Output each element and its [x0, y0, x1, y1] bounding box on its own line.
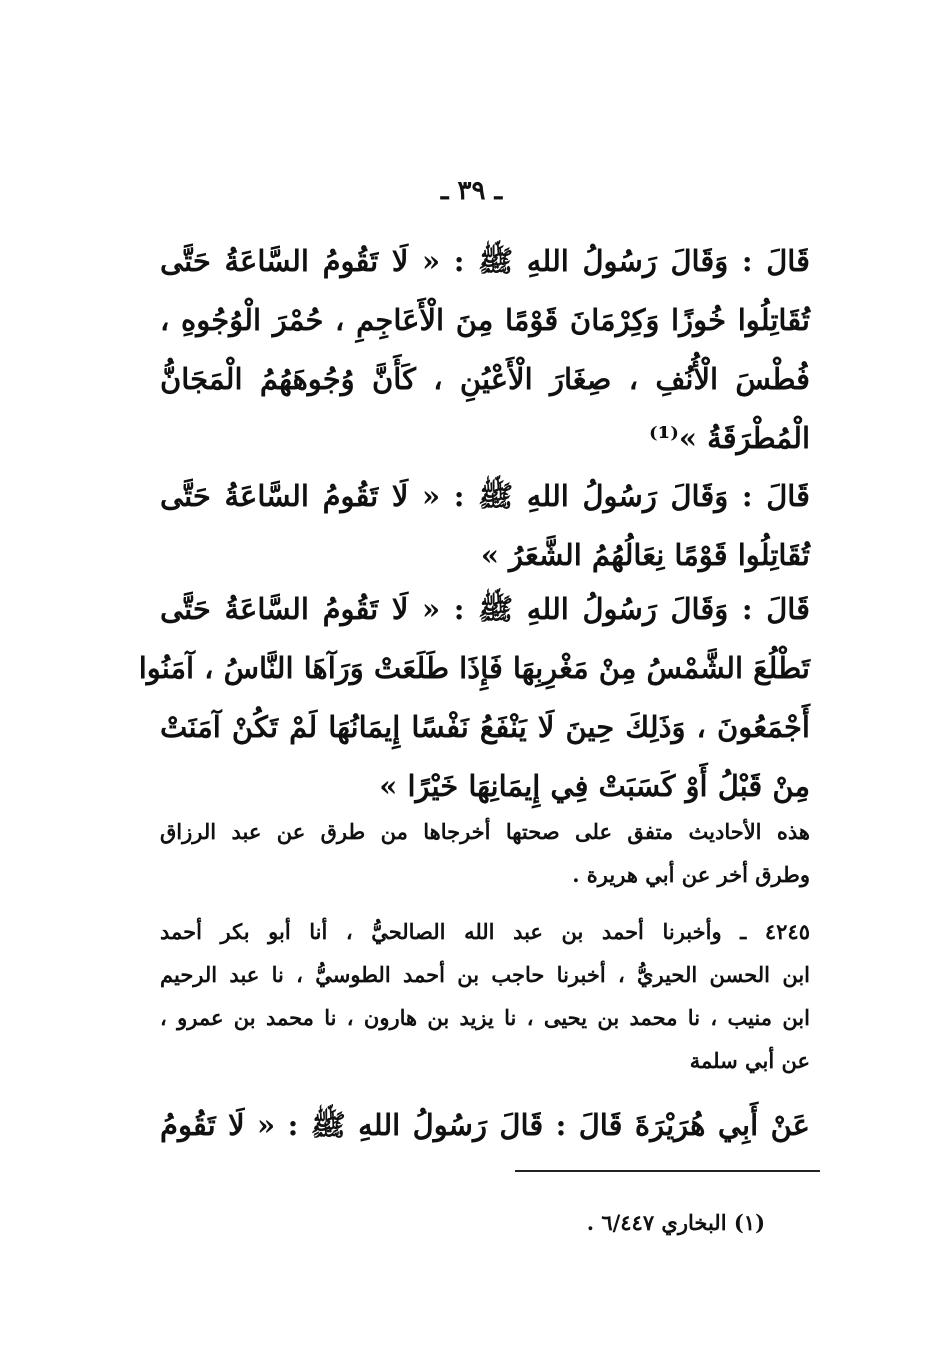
page-number: ـ ٣٩ ـ — [440, 176, 503, 206]
text-line: قَالَ : وَقَالَ رَسُولُ اللهِ ﷺ : « لَا تَقُومُ السَّاعَةُ حَتَّى — [160, 479, 810, 513]
commentary-paragraph — [160, 810, 810, 896]
text-line: قَالَ : وَقَالَ رَسُولُ اللهِ ﷺ : « لَا تَقُومُ السَّاعَةُ حَتَّى — [160, 592, 810, 626]
text-line: عن أبي سلمة — [689, 1048, 810, 1073]
text-line: ابن منيب ، نا محمد بن يحيى ، نا يزيد بن هارون ، نا محمد بن عمرو ، — [160, 1005, 810, 1030]
text-line: ٤٢٤٥ ـ وأخبرنا أحمد بن عبد الله الصالحيُّ ، أنا أبو بكر أحمد — [160, 919, 810, 944]
hadith-paragraph-3 — [138, 580, 810, 816]
text-line: عَنْ أَبِي هُرَيْرَةَ قَالَ : قَالَ رَسُولُ اللهِ ﷺ : « لَا تَقُومُ — [160, 1108, 810, 1142]
hadith-paragraph-1 — [160, 232, 810, 468]
text-line: تَطْلُعَ الشَّمْسُ مِنْ مَغْرِبِهَا فَإِذَا طَلَعَتْ وَرَآهَا النَّاسُ ، آمَنُوا — [138, 651, 810, 685]
text-line: ابن الحسن الحيريُّ ، أخبرنا حاجب بن أحمد الطوسيُّ ، نا عبد الرحيم — [160, 962, 810, 987]
text-line: قَالَ : وَقَالَ رَسُولُ اللهِ ﷺ : « لَا تَقُومُ السَّاعَةُ حَتَّى — [160, 244, 810, 278]
hadith-paragraph-4 — [160, 1096, 810, 1155]
text-line: تُقَاتِلُوا خُوزًا وَكِرْمَانَ قَوْمًا مِنَ الْأَعَاجِمِ ، حُمْرَ الْوُجُوهِ ، — [160, 303, 810, 337]
text-line: مِنْ قَبْلُ أَوْ كَسَبَتْ فِي إِيمَانِهَا خَيْرًا » — [379, 769, 810, 803]
text-line: الْمُطْرَقَةُ »⁽¹⁾ — [648, 421, 810, 455]
text-line: أَجْمَعُونَ ، وَذَلِكَ حِينَ لَا يَنْفَعُ نَفْسًا إِيمَانُهَا لَمْ تَكُنْ آمَنَتْ — [160, 710, 810, 744]
text-line: تُقَاتِلُوا قَوْمًا نِعَالُهُمُ الشَّعَرُ » — [480, 538, 810, 572]
hadith-paragraph-2 — [160, 467, 810, 585]
text-line: فُطْسَ الْأُنُفِ ، صِغَارَ الْأَعْيُنِ ، كَأَنَّ وُجُوهَهُمُ الْمَجَانُّ — [160, 362, 810, 396]
footnote-divider — [515, 1170, 820, 1172]
isnad-paragraph — [160, 910, 810, 1082]
text-line: وطرق أخر عن أبي هريرة . — [572, 862, 810, 887]
footnote: (١) البخاري ٦/٤٤٧ . — [586, 1210, 765, 1235]
text-line: هذه الأحاديث متفق على صحتها أخرجاها من طرق عن عبد الرزاق — [160, 819, 810, 844]
